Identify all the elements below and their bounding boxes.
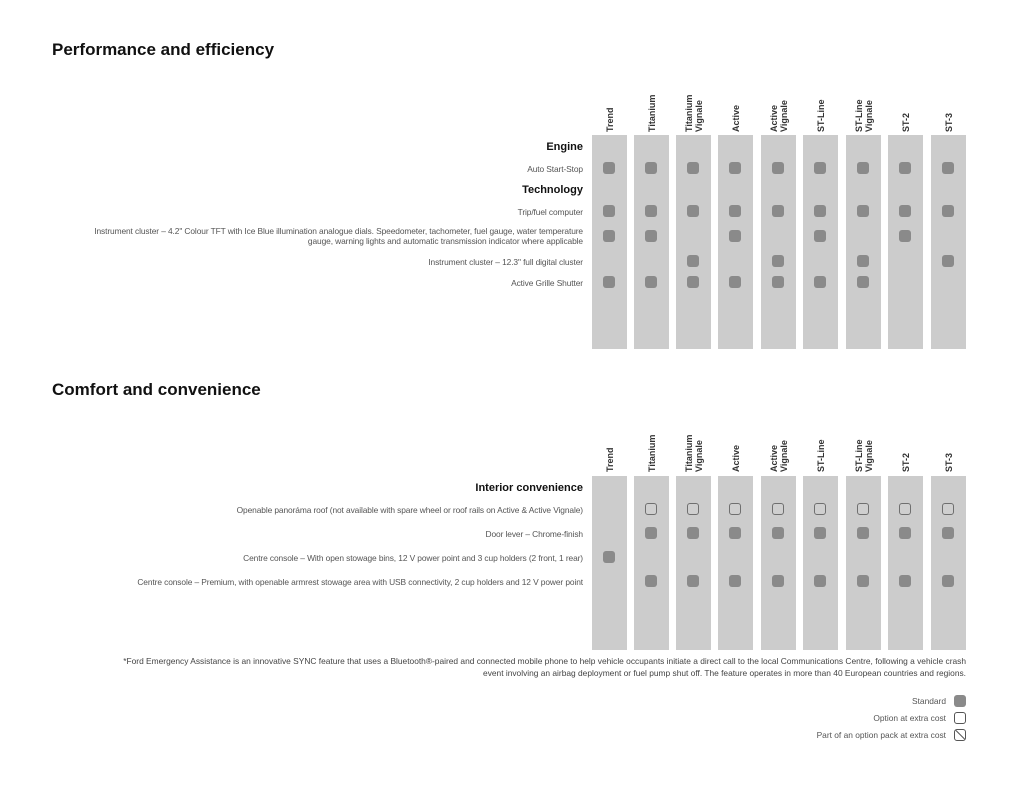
legend-pack (817, 729, 966, 741)
standard-mark-icon (729, 230, 741, 242)
trim-header-active (718, 428, 753, 472)
legend-label: Part of an option pack at extra cost (816, 730, 946, 740)
trim-header-trend (592, 428, 627, 472)
standard-mark-icon (645, 205, 657, 217)
trim-header-label: ST-2 (900, 112, 911, 132)
standard-mark-icon (772, 162, 784, 174)
standard-mark-icon (645, 575, 657, 587)
standard-mark-icon (814, 162, 826, 174)
legend-standard (912, 695, 966, 707)
trim-header-label: Active (730, 444, 741, 472)
legend-option (873, 712, 966, 724)
option-mark-icon (729, 503, 741, 515)
standard-icon (954, 695, 966, 707)
standard-mark-icon (899, 162, 911, 174)
standard-mark-icon (603, 276, 615, 288)
group-label-engine: Engine (546, 141, 583, 153)
trim-header-label: ST-2 (900, 452, 911, 472)
trim-header-st-2 (888, 88, 923, 132)
standard-mark-icon (857, 527, 869, 539)
option-mark-icon (687, 503, 699, 515)
standard-mark-icon (729, 527, 741, 539)
standard-mark-icon (729, 205, 741, 217)
standard-mark-icon (857, 205, 869, 217)
option-mark-icon (857, 503, 869, 515)
trim-header-st-line (803, 428, 838, 472)
feature-label: Instrument cluster – 4.2" Colour TFT with Ice Blue illumination analogue dials. Speedometer, tachometer, fuel gauge, water temperature gauge, warning lights and automatic transmission indicator where applicable (94, 226, 583, 246)
trim-header-label: Titanium (646, 94, 657, 132)
standard-mark-icon (603, 230, 615, 242)
standard-mark-icon (603, 162, 615, 174)
standard-mark-icon (687, 527, 699, 539)
feature-label: Centre console – Premium, with openable armrest stowage area with USB connectivity, 2 cup holders and 12 V power point (137, 577, 583, 587)
trim-header-st-3 (931, 428, 966, 472)
trim-header-label: ST-3 (943, 452, 954, 472)
standard-mark-icon (899, 527, 911, 539)
standard-mark-icon (772, 255, 784, 267)
standard-mark-icon (687, 255, 699, 267)
standard-mark-icon (814, 575, 826, 587)
trim-header-active (718, 88, 753, 132)
standard-mark-icon (687, 575, 699, 587)
standard-mark-icon (772, 527, 784, 539)
trim-header-label: Titanium Vignale (683, 434, 704, 472)
standard-mark-icon (729, 162, 741, 174)
standard-mark-icon (857, 276, 869, 288)
feature-label: Trip/fuel computer (517, 207, 583, 217)
legend-label: Option at extra cost (873, 713, 946, 723)
option-icon (954, 712, 966, 724)
option-mark-icon (942, 503, 954, 515)
feature-label: Active Grille Shutter (511, 278, 583, 288)
standard-mark-icon (814, 527, 826, 539)
option-mark-icon (814, 503, 826, 515)
trim-header-label: Trend (604, 107, 615, 132)
trim-header-st-line-vignale (846, 428, 881, 472)
trim-header-titanium-vignale (676, 428, 711, 472)
standard-mark-icon (942, 162, 954, 174)
trim-header-active-vignale (761, 428, 796, 472)
standard-mark-icon (857, 162, 869, 174)
trim-header-label: Active (730, 104, 741, 132)
trim-header-label: Active Vignale (768, 100, 789, 132)
option-mark-icon (645, 503, 657, 515)
standard-mark-icon (899, 205, 911, 217)
standard-mark-icon (645, 162, 657, 174)
trim-header-label: ST-Line Vignale (853, 439, 874, 472)
trim-header-label: Trend (604, 447, 615, 472)
standard-mark-icon (687, 162, 699, 174)
standard-mark-icon (645, 230, 657, 242)
standard-mark-icon (942, 205, 954, 217)
trim-header-st-2 (888, 428, 923, 472)
trim-header-st-3 (931, 88, 966, 132)
trim-header-titanium (634, 428, 669, 472)
feature-label: Instrument cluster – 12.3" full digital cluster (428, 257, 583, 267)
feature-label: Door lever – Chrome-finish (485, 529, 583, 539)
trim-header-st-line-vignale (846, 88, 881, 132)
standard-mark-icon (814, 230, 826, 242)
standard-mark-icon (729, 276, 741, 288)
feature-label: Auto Start-Stop (527, 164, 583, 174)
section-title-comfort: Comfort and convenience (52, 380, 261, 399)
trim-header-label: ST-Line (815, 439, 826, 472)
standard-mark-icon (645, 276, 657, 288)
feature-label: Openable panoráma roof (not available with spare wheel or roof rails on Active & Active Vignale) (236, 505, 583, 515)
standard-mark-icon (857, 255, 869, 267)
standard-mark-icon (772, 205, 784, 217)
trim-header-trend (592, 88, 627, 132)
standard-mark-icon (942, 527, 954, 539)
option-mark-icon (772, 503, 784, 515)
standard-mark-icon (899, 230, 911, 242)
trim-column-trend (592, 476, 627, 650)
legend-label: Standard (912, 696, 946, 706)
option-mark-icon (899, 503, 911, 515)
trim-header-label: ST-Line Vignale (853, 99, 874, 132)
standard-mark-icon (772, 276, 784, 288)
trim-header-label: Active Vignale (768, 440, 789, 472)
standard-mark-icon (729, 575, 741, 587)
group-label-interior-convenience: Interior convenience (475, 482, 583, 494)
standard-mark-icon (857, 575, 869, 587)
standard-mark-icon (645, 527, 657, 539)
standard-mark-icon (942, 255, 954, 267)
standard-mark-icon (603, 205, 615, 217)
section-title-performance: Performance and efficiency (52, 40, 275, 59)
trim-header-titanium (634, 88, 669, 132)
standard-mark-icon (814, 276, 826, 288)
standard-mark-icon (603, 551, 615, 563)
group-label-technology: Technology (522, 184, 583, 196)
standard-mark-icon (687, 205, 699, 217)
standard-mark-icon (772, 575, 784, 587)
trim-header-label: ST-Line (815, 99, 826, 132)
standard-mark-icon (687, 276, 699, 288)
standard-mark-icon (899, 575, 911, 587)
trim-header-active-vignale (761, 88, 796, 132)
standard-mark-icon (814, 205, 826, 217)
trim-header-label: Titanium (646, 434, 657, 472)
trim-header-label: Titanium Vignale (683, 94, 704, 132)
trim-header-titanium-vignale (676, 88, 711, 132)
feature-label: Centre console – With open stowage bins, 12 V power point and 3 cup holders (2 front, 1 rear) (243, 553, 583, 563)
option-pack-icon (954, 729, 966, 741)
footnote: *Ford Emergency Assistance is an innovative SYNC feature that uses a Bluetooth®-paired and connected mobile phone to help vehicle occupants initiate a direct call to the local Communications Centre, following a vehicle crash event involving an airbag deployment or fuel pump shut off. The feature operates in more than 40 European countries and regions. (123, 656, 966, 678)
standard-mark-icon (942, 575, 954, 587)
trim-header-st-line (803, 88, 838, 132)
trim-header-label: ST-3 (943, 112, 954, 132)
